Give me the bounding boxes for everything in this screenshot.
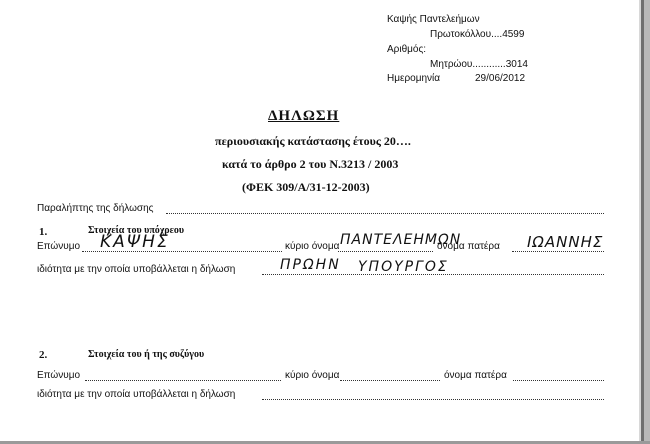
- scan-right-border: [641, 0, 650, 444]
- header-date-label: Ημερομηνία: [387, 73, 441, 84]
- section1-number: 1.: [39, 226, 48, 238]
- section2-title: Στοιχεία του ή της συζύγου: [88, 349, 205, 360]
- section2-firstname-dotted-line: [340, 380, 440, 381]
- title-line-3: (ΦΕΚ 309/Α/31-12-2003): [242, 180, 370, 194]
- section1-capacity-handwritten-2: ΥΠΟΥΡΓΟΣ: [358, 259, 449, 275]
- section2-father-label: όνομα πατέρα: [444, 370, 507, 381]
- header-name: Καψής Παντελεήμων: [387, 14, 480, 25]
- section2-surname-label: Επώνυμο: [37, 370, 81, 381]
- section1-father-dotted-line: [512, 251, 604, 252]
- title-line-1: περιουσιακής κατάστασης έτους 20….: [215, 134, 411, 148]
- section2-capacity-label: ιδιότητα με την οποία υποβάλλεται η δήλωση: [37, 389, 236, 400]
- section1-firstname-handwritten: ΠΑΝΤΕΛΕΗΜΩΝ: [340, 232, 462, 248]
- section1-title: Στοιχεία του υπόχρεου: [88, 225, 185, 236]
- header-date-value: 29/06/2012: [475, 73, 526, 84]
- section1-father-label: όνομα πατέρα: [437, 241, 500, 252]
- document-title: ΔΗΛΩΣΗ: [268, 108, 340, 124]
- section1-surname-handwritten: ΚΑΨΗΣ: [100, 232, 170, 252]
- section1-firstname-label: κύριο όνομα: [285, 241, 340, 252]
- receiver-label: Παραλήπτης της δήλωσης: [37, 203, 154, 214]
- section1-father-handwritten: ΙΩΑΝΝΗΣ: [527, 233, 604, 251]
- header-registry: Μητρώου............3014: [430, 59, 528, 70]
- section2-capacity-dotted-line: [262, 399, 604, 400]
- header-number-label: Αριθμός:: [387, 44, 427, 55]
- title-line-2: κατά το άρθρο 2 του Ν.3213 / 2003: [222, 157, 399, 171]
- section2-number: 2.: [39, 349, 48, 361]
- header-protocol: Πρωτοκόλλου....4599: [430, 29, 525, 40]
- section1-surname-label: Επώνυμο: [37, 241, 81, 252]
- section2-surname-dotted-line: [85, 380, 281, 381]
- section1-capacity-label: ιδιότητα με την οποία υποβάλλεται η δήλωση: [37, 264, 236, 275]
- section1-firstname-dotted-line: [338, 251, 433, 252]
- section1-capacity-handwritten-1: ΠΡΩΗΝ: [280, 257, 341, 273]
- receiver-dotted-line: [166, 213, 604, 214]
- section2-father-dotted-line: [513, 380, 604, 381]
- section2-firstname-label: κύριο όνομα: [285, 370, 340, 381]
